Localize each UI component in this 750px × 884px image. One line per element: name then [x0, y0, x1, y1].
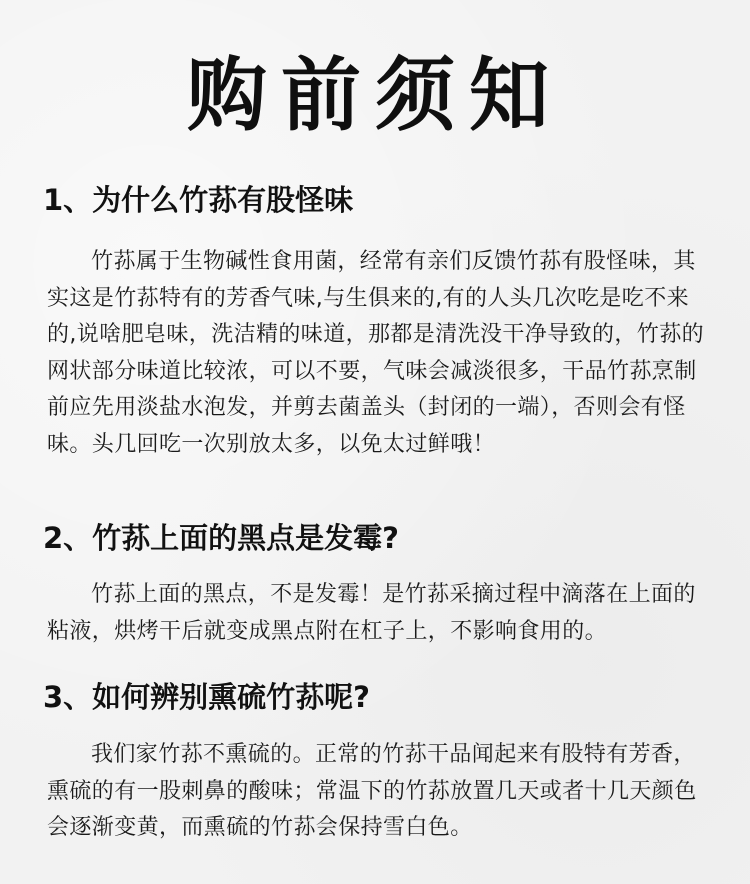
section-heading-black-spots: 2、竹荪上面的黑点是发霉?	[43, 521, 400, 555]
section-body-black-spots: 竹荪上面的黑点，不是发霉！是竹荪采摘过程中滴落在上面的粘液，烘烤干后就变成黑点附在杠子上，不影响食用的。	[47, 582, 696, 644]
section-heading-odor: 1、为什么竹荪有股怪味	[43, 183, 354, 217]
section-body-sulfur: 我们家竹荪不熏硫的。正常的竹荪干品闻起来有股特有芳香，熏硫的有一股刺鼻的酸味；常温下的竹荪放置几天或者十几天颜色会逐渐变黄，而熏硫的竹荪会保持雪白色。	[47, 742, 697, 840]
section-body-odor: 竹荪属于生物碱性食用菌，经常有亲们反馈竹荪有股怪味，其实这是竹荪特有的芳香气味,与生俱来的,有的人头几次吃是吃不来的,说啥肥皂味，洗洁精的味道，那都是清洗没干净导致的，竹荪的网状部分味道比较浓，可以不要，气味会减淡很多，干品竹荪烹制前应先用淡盐水泡发，并剪去菌盖头（封闭的一端），否则会有怪味。头几回吃一次别放太多，以免太过鲜哦！	[47, 249, 704, 457]
section-heading-sulfur: 3、如何辨别熏硫竹荪呢?	[43, 680, 371, 714]
page-title: 购前须知	[187, 49, 563, 142]
